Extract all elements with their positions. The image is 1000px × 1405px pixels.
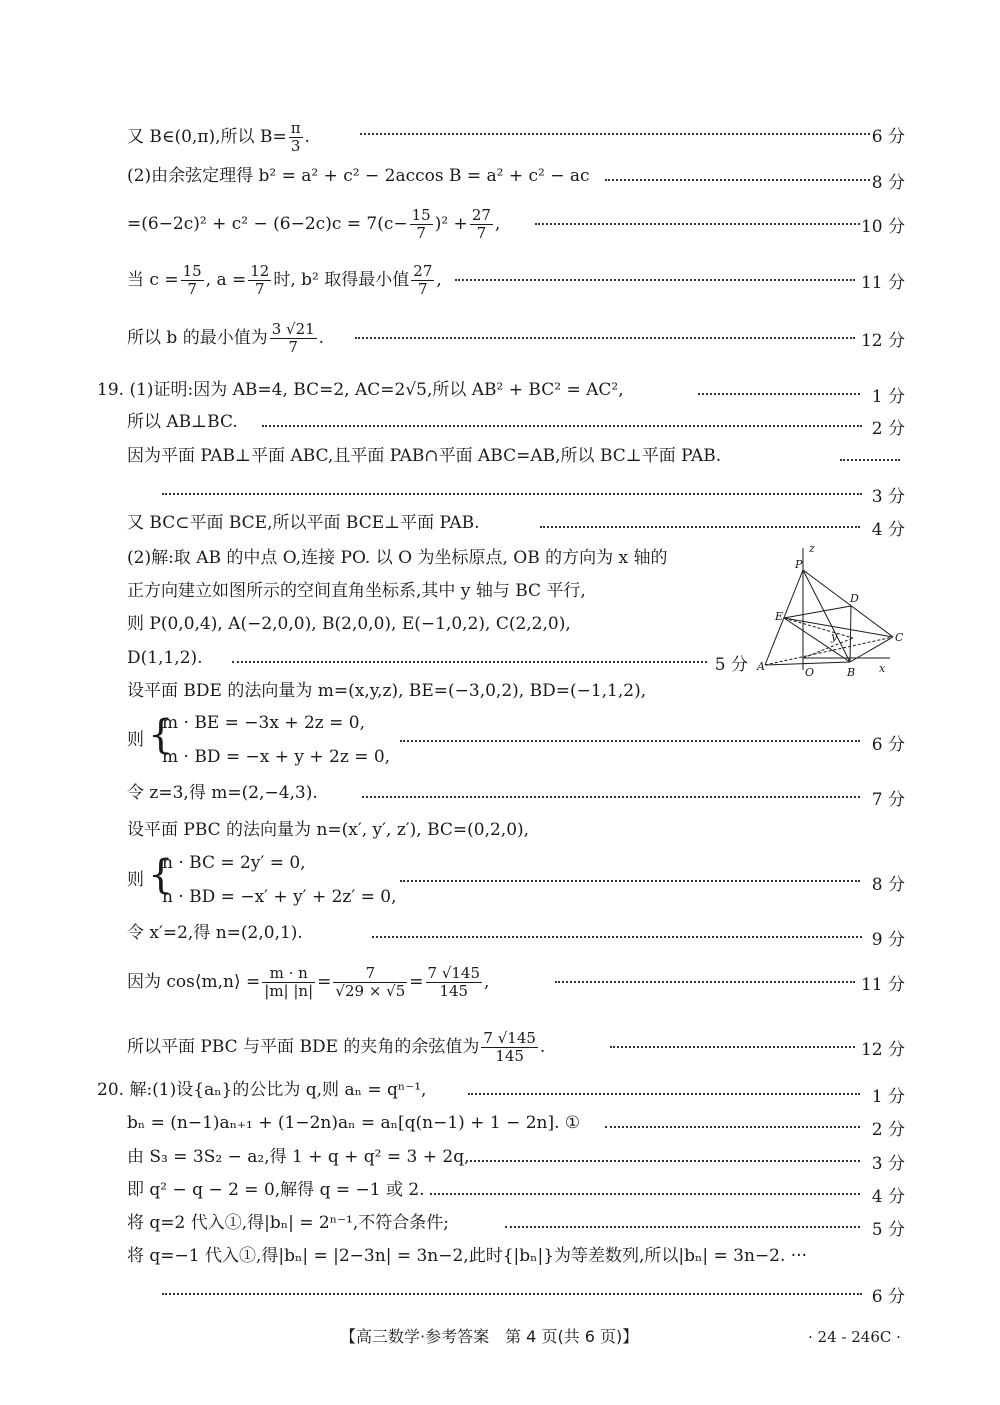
label-O: O: [805, 666, 815, 679]
text: 则 P(0,0,4), A(−2,0,0), B(2,0,0), E(−1,0,2), C(2,2,0),: [127, 614, 571, 634]
label-E: E: [775, 610, 784, 623]
text: 即 q² − q − 2 = 0,解得 q = −1 或 2.: [127, 1180, 425, 1200]
label-x: x: [879, 662, 886, 675]
text: 则: [127, 870, 144, 890]
answer-line: [0, 316, 1000, 356]
footer-title: 【高三数学·参考答案 第 4 页(共 6 页)】: [340, 1327, 639, 1346]
text: 又 BC⊂平面 BCE,所以平面 BCE⊥平面 PAB.: [127, 513, 480, 533]
numerator: 7 √145: [427, 964, 481, 982]
text: 当 c =: [127, 270, 179, 290]
text: .: [539, 1037, 546, 1057]
answer-line: [0, 1205, 1000, 1239]
numerator: 3 √21: [271, 320, 315, 338]
score: 9 分: [871, 930, 905, 950]
text: 因为 cos⟨m,n⟩ =: [127, 972, 261, 992]
label-z: z: [809, 542, 815, 555]
equation: m · BE = −3x + 2z = 0,: [162, 713, 366, 733]
numerator: 7: [333, 965, 407, 983]
fraction: [411, 263, 434, 298]
text: 设平面 PBC 的法向量为 n=(x′, y′, z′), BC=(0,2,0),: [127, 820, 530, 840]
text: 因为平面 PAB⊥平面 ABC,且平面 PAB∩平面 ABC=AB,所以 BC⊥平面 PAB.: [127, 446, 722, 466]
numerator: 15: [411, 206, 431, 224]
answer-line: [0, 472, 1000, 506]
score: 7 分: [871, 790, 905, 810]
score: 4 分: [871, 1187, 905, 1207]
numerator: 15: [182, 262, 202, 280]
text: 20. 解:(1)设{aₙ}的公比为 q,则 aₙ = qⁿ⁻¹,: [97, 1080, 427, 1100]
dot-leader: [840, 459, 900, 461]
fraction: [248, 263, 271, 298]
text: 所以 AB⊥BC.: [127, 412, 238, 432]
text: 时, b² 取得最小值: [273, 270, 410, 290]
label-y: y: [831, 630, 838, 643]
equation: n · BD = −x′ + y′ + 2z′ = 0,: [162, 887, 397, 907]
text: 又 B∈(0,π),所以 B=: [127, 127, 287, 147]
numerator: 27: [413, 262, 433, 280]
text: =: [317, 972, 332, 992]
text: D(1,1,2).: [127, 648, 203, 668]
dot-leader: [372, 936, 862, 938]
score: 11 分: [860, 975, 905, 995]
numerator: m · n: [262, 965, 315, 983]
dot-leader: [162, 493, 862, 495]
text: .: [304, 127, 310, 147]
dot-leader: [400, 880, 860, 882]
numerator: π: [290, 119, 301, 137]
text: .: [318, 328, 325, 348]
answer-line: [0, 1025, 1000, 1069]
text: bₙ = (n−1)aₙ₊₁ + (1−2n)aₙ = aₙ[q(n−1) + 1 − 2n]. ①: [127, 1113, 581, 1133]
score: 12 分: [860, 331, 905, 351]
dot-leader: [355, 337, 855, 339]
answer-line: [0, 1172, 1000, 1206]
label-A: A: [757, 660, 765, 673]
label-B: B: [847, 666, 856, 679]
denominator: 3: [290, 137, 301, 155]
text: ,: [484, 972, 490, 992]
text: 所以平面 PBC 与平面 BDE 的夹角的余弦值为: [127, 1037, 480, 1057]
dot-leader: [605, 179, 870, 181]
score: 8 分: [871, 173, 905, 193]
text: 令 x′=2,得 n=(2,0,1).: [127, 923, 303, 943]
numerator: 12: [250, 262, 270, 280]
fraction: [270, 321, 317, 356]
answer-line: [0, 1272, 1000, 1306]
edge-PC: [803, 570, 893, 637]
score: 10 分: [860, 217, 905, 237]
answer-line: [0, 775, 1000, 809]
edge-AC: [765, 637, 893, 665]
denominator: 7: [416, 224, 426, 242]
answer-line-system: [0, 845, 1000, 915]
text: =: [409, 972, 424, 992]
fraction: [333, 965, 407, 1000]
score: 3 分: [871, 487, 905, 507]
dot-leader: [468, 1093, 860, 1095]
text: )² +: [434, 214, 468, 234]
label-C: C: [895, 631, 904, 644]
text: ,: [494, 214, 501, 234]
answer-line: [0, 960, 1000, 1004]
answer-line: [0, 1105, 1000, 1139]
text: 由 S₃ = 3S₂ − a₂,得 1 + q + q² = 3 + 2q,: [127, 1147, 470, 1167]
text: (2)由余弦定理得 b² = a² + c² − 2accos B = a² + c² − ac: [127, 166, 590, 186]
dot-leader: [430, 1193, 860, 1195]
answer-line: [0, 372, 1000, 406]
fraction: [289, 120, 303, 155]
score: 6 分: [871, 127, 905, 147]
answer-line: [0, 404, 1000, 438]
text: 正方向建立如图所示的空间直角坐标系,其中 y 轴与 BC 平行,: [127, 581, 586, 601]
score: 2 分: [871, 1120, 905, 1140]
pyramid-coordinate-figure: [755, 540, 905, 680]
dot-leader: [455, 279, 855, 281]
fraction: [426, 965, 483, 1000]
fraction: [181, 263, 204, 298]
dot-leader: [362, 796, 860, 798]
fraction: [481, 1030, 538, 1065]
score: 11 分: [860, 273, 905, 293]
score: 1 分: [871, 1087, 905, 1107]
score: 5 分: [871, 1220, 905, 1240]
text: 将 q=2 代入①,得|bₙ| = 2ⁿ⁻¹,不符合条件;: [127, 1213, 449, 1233]
fraction: [410, 207, 433, 242]
text: (2)解:取 AB 的中点 O,连接 PO. 以 O 为坐标原点, OB 的方向为 x 轴的: [127, 548, 668, 568]
answer-line: [0, 673, 1000, 707]
edge-EB: [784, 618, 850, 662]
answer-line: [0, 812, 1000, 846]
numerator: 27: [471, 206, 491, 224]
text: 令 z=3,得 m=(2,−4,3).: [127, 783, 318, 803]
fraction: [470, 207, 493, 242]
fraction: [262, 965, 315, 1000]
edge-AB: [765, 662, 850, 665]
footer-code: · 24 - 246C ·: [808, 1328, 901, 1346]
text: , a =: [205, 270, 247, 290]
answer-line: [0, 1072, 1000, 1106]
dot-leader: [470, 1160, 860, 1162]
dot-leader: [232, 661, 707, 663]
answer-line: [0, 112, 1000, 155]
text: 所以 b 的最小值为: [127, 328, 268, 348]
dot-leader: [610, 1046, 855, 1048]
equation: n · BC = 2y′ = 0,: [162, 853, 306, 873]
denominator: 145: [439, 982, 469, 1000]
score: 8 分: [871, 875, 905, 895]
edge-DB: [850, 606, 851, 662]
denominator: 7: [288, 338, 298, 356]
score: 6 分: [871, 735, 905, 755]
answer-line: [0, 158, 1000, 192]
answer-line: [0, 1139, 1000, 1173]
text: 将 q=−1 代入①,得|bₙ| = |2−3n| = 3n−2,此时{|bₙ|}为等差数列,所以|bₙ| = 3n−2. ···: [127, 1246, 808, 1266]
dot-leader: [360, 133, 870, 135]
answer-line: [0, 505, 1000, 539]
denominator: |m| |n|: [264, 982, 314, 1000]
label-D: D: [850, 592, 859, 605]
answer-line: [0, 1238, 1000, 1272]
dot-leader: [505, 1226, 860, 1228]
dot-leader: [535, 223, 860, 225]
denominator: 7: [418, 280, 428, 298]
score: 1 分: [871, 387, 905, 407]
text: 设平面 BDE 的法向量为 m=(x,y,z), BE=(−3,0,2), BD=(−1,1,2),: [127, 681, 647, 701]
answer-line: [0, 202, 1000, 242]
brace: {: [148, 712, 174, 758]
score: 4 分: [871, 520, 905, 540]
dot-leader: [400, 740, 860, 742]
numerator: 7 √145: [483, 1029, 536, 1047]
score: 5 分: [714, 655, 748, 675]
denominator: √29 × √5: [335, 982, 406, 1000]
text: ,: [436, 270, 442, 290]
dot-leader: [555, 981, 855, 983]
answer-line: [0, 258, 1000, 298]
dot-leader: [605, 1126, 860, 1128]
dot-leader: [540, 526, 860, 528]
denominator: 7: [187, 280, 197, 298]
brace: {: [148, 852, 174, 898]
edge-ED: [784, 606, 851, 618]
denominator: 145: [495, 1047, 524, 1065]
label-P: P: [795, 558, 803, 571]
denominator: 7: [255, 280, 265, 298]
denominator: 7: [476, 224, 487, 242]
score: 6 分: [871, 1287, 905, 1307]
score: 12 分: [860, 1040, 905, 1060]
answer-line-system: [0, 705, 1000, 775]
answer-line: [0, 438, 1000, 472]
text: 19. (1)证明:因为 AB=4, BC=2, AC=2√5,所以 AB² + BC² = AC²,: [97, 380, 624, 400]
equation: m · BD = −x + y + 2z = 0,: [162, 747, 391, 767]
text: 则: [127, 730, 144, 750]
dot-leader: [262, 425, 862, 427]
score: 3 分: [871, 1154, 905, 1174]
text: =(6−2c)² + c² − (6−2c)c = 7(c−: [127, 214, 408, 234]
dot-leader: [162, 1293, 862, 1295]
dot-leader: [698, 393, 860, 395]
answer-line: [0, 915, 1000, 949]
score: 2 分: [871, 419, 905, 439]
